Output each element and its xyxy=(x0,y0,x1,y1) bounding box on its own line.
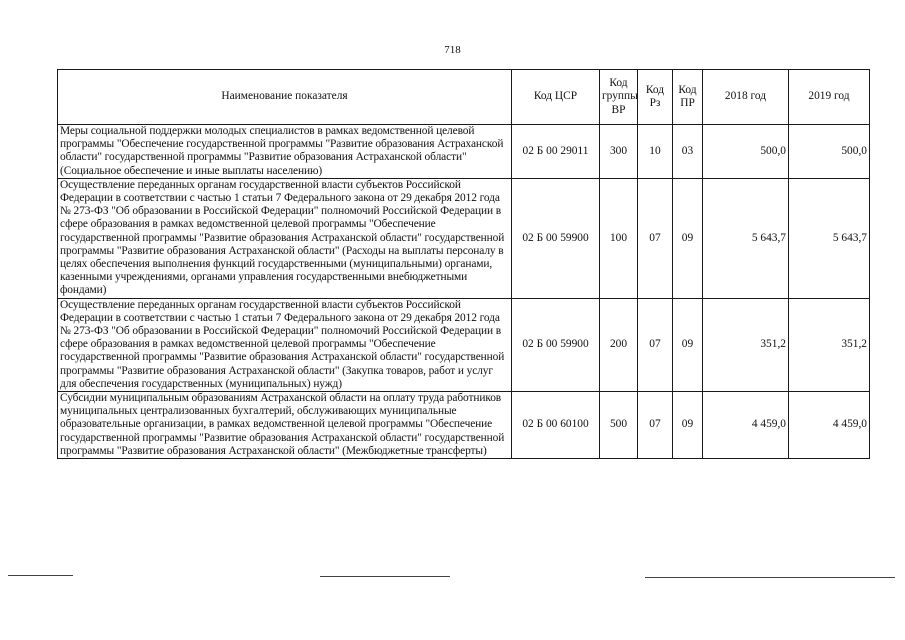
amount-2018-cell: 5 643,7 xyxy=(703,178,789,298)
csr-code-cell: 02 Б 00 59900 xyxy=(512,178,600,298)
table-row xyxy=(58,125,870,179)
table-row xyxy=(58,178,870,298)
pr-code-cell: 03 xyxy=(673,125,703,179)
rz-code-cell: 07 xyxy=(638,298,673,391)
header-vr-group-code: Код группы ВР xyxy=(600,70,638,125)
csr-code-cell: 02 Б 00 29011 xyxy=(512,125,600,179)
table-row xyxy=(58,298,870,391)
amount-2018-cell: 351,2 xyxy=(703,298,789,391)
table-row xyxy=(58,392,870,459)
csr-code-cell: 02 Б 00 59900 xyxy=(512,298,600,391)
pr-code-cell: 09 xyxy=(673,178,703,298)
amount-2019-cell: 351,2 xyxy=(789,298,870,391)
header-year-2019: 2019 год xyxy=(789,70,870,125)
header-year-2018: 2018 год xyxy=(703,70,789,125)
amount-2018-cell: 4 459,0 xyxy=(703,392,789,459)
page-number: 718 xyxy=(444,44,461,56)
table-header-row xyxy=(58,70,870,125)
amount-2019-cell: 500,0 xyxy=(789,125,870,179)
scan-edge-line-right xyxy=(645,577,895,578)
amount-2019-cell: 5 643,7 xyxy=(789,178,870,298)
indicator-name-cell: Осуществление переданных органам государственной власти субъектов Российской Федерации в соответствии с частью 1 статьи 7 Федерального закона от 29 декабря 2012 года № 273-ФЗ "Об образовании в Российской Федерации" полномочий Российской Федерации в сфере образования в рамках ведомственной целевой программы "Обеспечение государственной программы "Развитие образования Астраханской области" государственной программы "Развитие образования Астраханской области" (Закупка товаров, работ и услуг для обеспечения государственных (муниципальных) нужд) xyxy=(58,298,512,391)
indicator-name-cell: Осуществление переданных органам государственной власти субъектов Российской Федерации в соответствии с частью 1 статьи 7 Федерального закона от 29 декабря 2012 года № 273-ФЗ "Об образовании в Российской Федерации" полномочий Российской Федерации в сфере образования в рамках ведомственной целевой программы "Обеспечение государственной программы "Развитие образования Астраханской области" государственной программы "Развитие образования Астраханской области" (Расходы на выплаты персоналу в целях обеспечения выполнения функций государственными (муниципальными) органами, казенными учреждениями, органами управления государственными внебюджетными фондами) xyxy=(58,178,512,298)
rz-code-cell: 07 xyxy=(638,178,673,298)
header-indicator-name: Наименование показателя xyxy=(58,70,512,125)
vr-code-cell: 500 xyxy=(600,392,638,459)
scan-edge-line-left xyxy=(8,575,73,576)
header-rz-code: Код Рз xyxy=(638,70,673,125)
indicator-name-cell: Меры социальной поддержки молодых специалистов в рамках ведомственной целевой программы "Обеспечение государственной программы "Развитие образования Астраханской области" государственной программы "Развитие образования Астраханской области" (Социальное обеспечение и иные выплаты населению) xyxy=(58,125,512,179)
amount-2019-cell: 4 459,0 xyxy=(789,392,870,459)
header-csr-code: Код ЦСР xyxy=(512,70,600,125)
indicator-name-cell: Субсидии муниципальным образованиям Астраханской области на оплату труда работников муниципальных централизованных бухгалтерий, обслуживающих муниципальные образовательные организации, в рамках ведомственной целевой программы "Обеспечение государственной программы "Развитие образования Астраханской области" государственной программы "Развитие образования Астраханской области" (Межбюджетные трансферты) xyxy=(58,392,512,459)
budget-table xyxy=(57,69,870,459)
pr-code-cell: 09 xyxy=(673,392,703,459)
pr-code-cell: 09 xyxy=(673,298,703,391)
vr-code-cell: 100 xyxy=(600,178,638,298)
vr-code-cell: 300 xyxy=(600,125,638,179)
scan-edge-line-center xyxy=(320,576,450,577)
header-pr-code: Код ПР xyxy=(673,70,703,125)
vr-code-cell: 200 xyxy=(600,298,638,391)
rz-code-cell: 10 xyxy=(638,125,673,179)
csr-code-cell: 02 Б 00 60100 xyxy=(512,392,600,459)
amount-2018-cell: 500,0 xyxy=(703,125,789,179)
rz-code-cell: 07 xyxy=(638,392,673,459)
